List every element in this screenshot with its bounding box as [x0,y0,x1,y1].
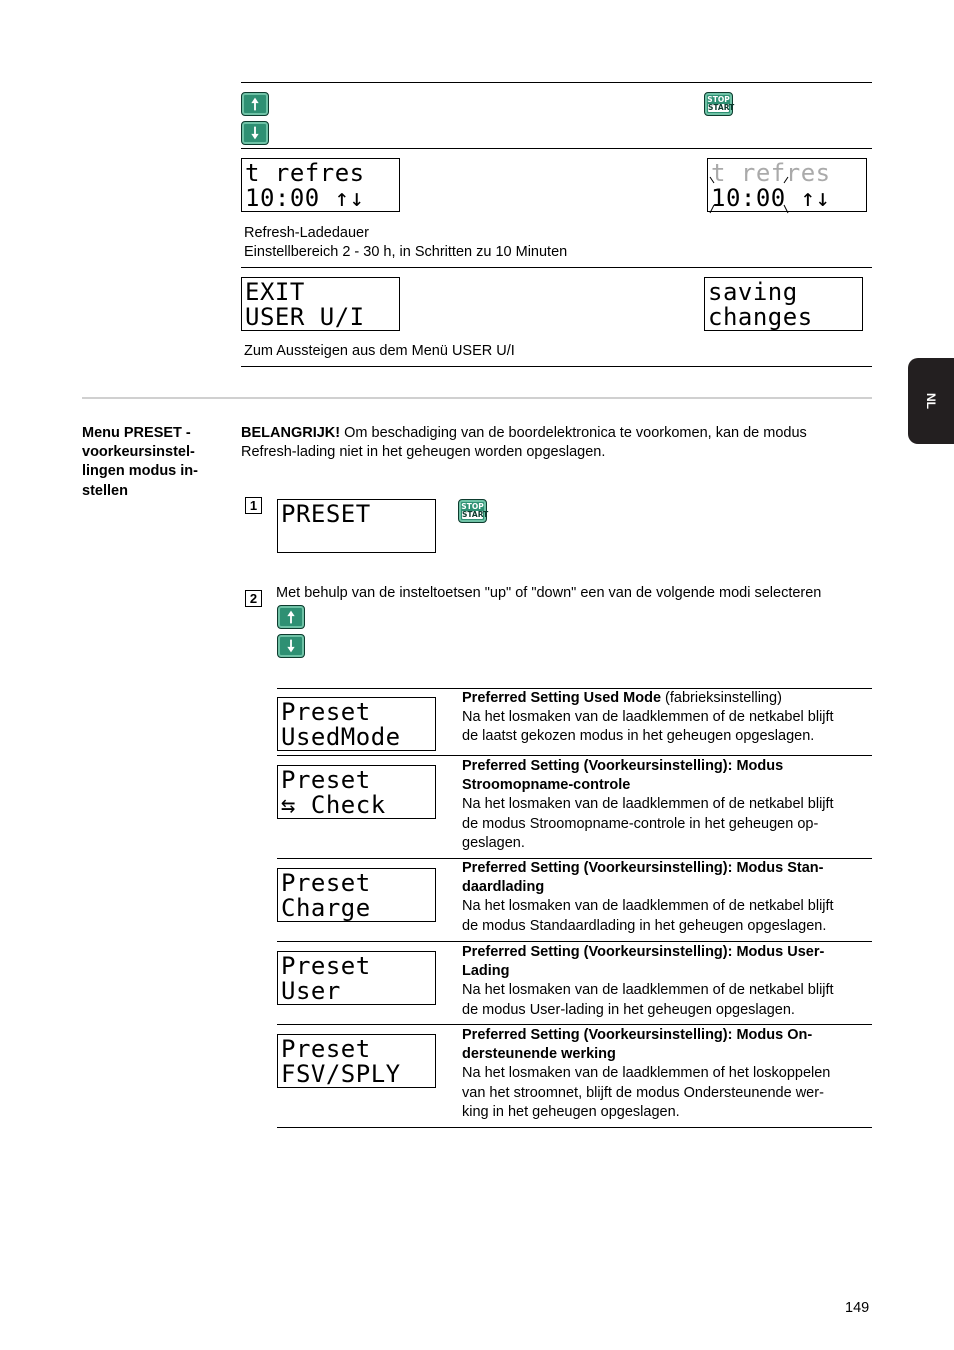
up-key-icon [241,92,269,116]
section-heading-line: lingen modus in- [82,463,198,479]
section-heading-line: Menu PRESET - [82,425,191,441]
important-note-line2: Refresh-lading niet in het geheugen worden opgeslagen. [241,444,606,460]
step-number: 1 [245,497,262,514]
divider [277,1127,872,1128]
divider [277,1024,872,1025]
page-number: 149 [845,1300,870,1316]
mode-description: Preferred Setting (Voorkeursinstelling): Modus Stroomopname-controle Na het losmaken van de laadklemmen of de netkabel blijft de modus Stroomopname-controle in het geheugen op- geslagen. [462,758,834,851]
lcd-saving-changes: saving changes [704,277,863,331]
lcd-preset-user: Preset User [277,951,436,1005]
refresh-caption: Refresh-Ladedauer [244,225,369,241]
divider [241,148,872,149]
divider [241,366,872,367]
exit-caption: Zum Aussteigen aus dem Menü USER U/I [244,343,515,359]
divider [241,82,872,83]
lcd-preset-charge: Preset Charge [277,868,436,922]
down-key-icon [277,634,305,658]
step2-instruction: Met behulp van de insteltoetsen "up" of "down" een van de volgende modi selecteren [276,585,822,601]
language-tab-label: NL [924,393,938,409]
lcd-refresh-time: t refres 10:00 ↑↓ [241,158,400,212]
mode-description: Preferred Setting (Voorkeursinstelling): Modus Stan- daardlading Na het losmaken van de laadklemmen of de netkabel blijft de modus Standaardlading in het geheugen opgeslagen. [462,860,834,934]
divider [241,267,872,268]
up-key-icon [277,605,305,629]
divider [277,941,872,942]
lcd-exit-user: EXIT USER U/I [241,277,400,331]
stop-start-key-icon: STOP START [458,499,487,523]
lcd-refresh-time-blinking: t refres 10:00 ↑↓ [707,158,867,212]
section-heading-line: stellen [82,483,128,499]
step-number: 2 [245,590,262,607]
lcd-preset-fsv-sply: Preset FSV/SPLY [277,1034,436,1088]
mode-description: Preferred Setting (Voorkeursinstelling): Modus On- dersteunende werking Na het losmaken van de laadklemmen of het loskoppelen van het stroomnet, blijft de modus Ondersteunende wer- king in het geheugen opgeslagen. [462,1027,831,1120]
stop-start-key-icon: STOP START [704,92,733,116]
section-heading-line: voorkeursinstel- [82,444,195,460]
lcd-preset-usedmode: Preset UsedMode [277,697,436,751]
section-divider [82,397,872,399]
lcd-preset: PRESET [277,499,436,553]
down-key-icon [241,121,269,145]
mode-description: Preferred Setting (Voorkeursinstelling): Modus User- Lading Na het losmaken van de laadklemmen of de netkabel blijft de modus User-lading in het geheugen opgeslagen. [462,944,834,1018]
lcd-preset-check: Preset ⇆ Check [277,765,436,819]
important-note: BELANGRIJK! Om beschadiging van de boordelektronica te voorkomen, kan de modus [241,425,807,441]
divider [277,755,872,756]
mode-description: Preferred Setting Used Mode (fabrieksinstelling) Na het losmaken van de laadklemmen of de netkabel blijft de laatst gekozen modus in het geheugen opgeslagen. [462,690,834,745]
refresh-range-caption: Einstellbereich 2 - 30 h, in Schritten zu 10 Minuten [244,244,568,260]
language-tab [908,358,954,444]
blink-marks-icon [708,175,798,215]
